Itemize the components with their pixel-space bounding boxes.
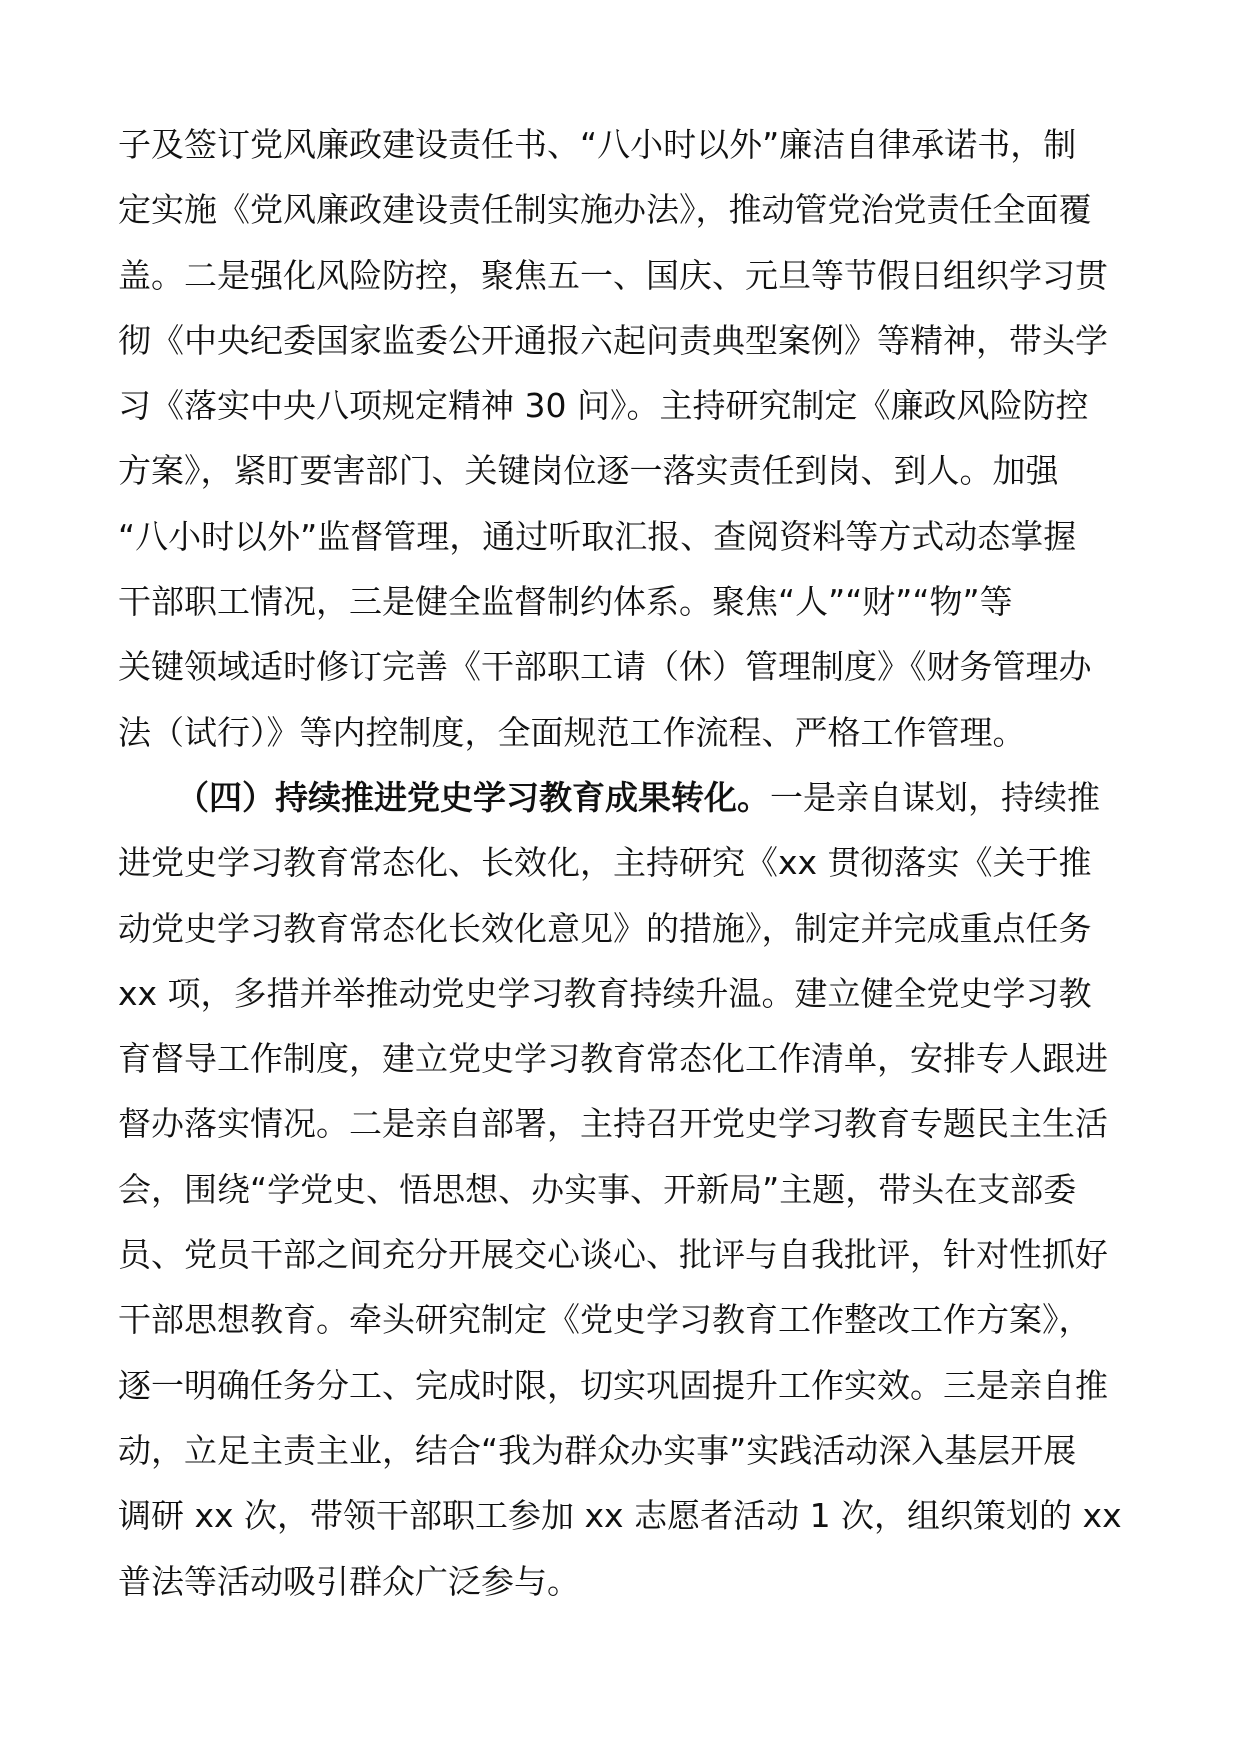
body-line: 盖。二是强化风险防控，聚焦五一、国庆、元旦等节假日组织学习贯 [118,255,1108,295]
section-first-line-text: 一是亲自谋划，持续推 [770,777,1100,817]
body-line: 员、党员干部之间充分开展交心谈心、批评与自我批评，针对性抓好 [118,1235,1108,1275]
document-body [118,112,1128,1614]
body-line: 调研 xx 次，带领干部职工参加 xx 志愿者活动 1 次，组织策划的 xx [118,1496,1122,1536]
section-heading-line [118,765,1128,830]
body-line: 进党史学习教育常态化、长效化，主持研究《xx 贯彻落实《关于推 [118,843,1092,883]
body-line: 育督导工作制度，建立党史学习教育常态化工作清单，安排专人跟进 [118,1039,1108,1079]
body-line: 方案》，紧盯要害部门、关键岗位逐一落实责任到岗、到人。加强 [118,451,1059,491]
body-line: 普法等活动吸引群众广泛参与。 [118,1561,580,1601]
body-line: 逐一明确任务分工、完成时限，切实巩固提升工作实效。三是亲自推 [118,1365,1108,1405]
body-line: 法（试行）》等内控制度，全面规范工作流程、严格工作管理。 [118,712,1026,752]
body-line: “八小时以外”监督管理，通过听取汇报、查阅资料等方式动态掌握 [118,516,1077,556]
body-line: 习《落实中央八项规定精神 30 问》。主持研究制定《廉政风险防控 [118,386,1089,426]
body-line: 督办落实情况。二是亲自部署，主持召开党史学习教育专题民主生活 [118,1104,1108,1144]
body-line: 关键领域适时修订完善《干部职工请（休）管理制度》《财务管理办 [118,647,1092,687]
body-line: 干部职工情况，三是健全监督制约体系。聚焦“人”“财”“物”等 [118,582,1013,622]
body-line: 会，围绕“学党史、悟思想、办实事、开新局”主题，带头在支部委 [118,1169,1077,1209]
body-line: 动党史学习教育常态化长效化意见》的措施》，制定并完成重点任务 [118,908,1092,948]
body-line: 子及签订党风廉政建设责任书、“八小时以外”廉洁自律承诺书，制 [118,125,1077,164]
body-line: 定实施《党风廉政建设责任制实施办法》，推动管党治党责任全面覆 [118,190,1092,230]
body-line: 干部思想教育。牵头研究制定《党史学习教育工作整改工作方案》， [118,1300,1092,1340]
body-line: xx 项，多措并举推动党史学习教育持续升温。建立健全党史学习教 [118,973,1092,1013]
body-line: 彻《中央纪委国家监委公开通报六起问责典型案例》等精神，带头学 [118,320,1108,360]
body-line: 动，立足主责主业，结合“我为群众办实事”实践活动深入基层开展 [118,1430,1077,1470]
section-heading: （四）持续推进党史学习教育成果转化。 [176,777,770,817]
